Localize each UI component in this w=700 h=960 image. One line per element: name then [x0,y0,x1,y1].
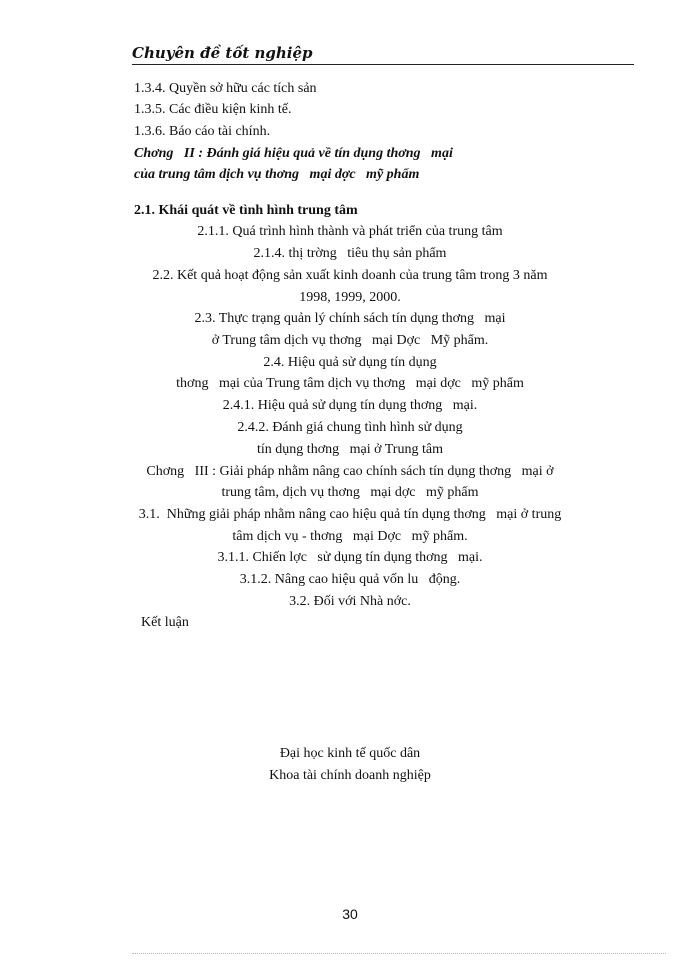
toc-line: 3.1.1. Chiến lợc sử dụng tín dụng thơng mại. [217,550,483,565]
toc-line: 2.2. Kết quả hoạt động sản xuất kinh doanh của trung tâm trong 3 năm [152,268,548,283]
chapter-heading: Chơng II : Đánh giá hiệu quả về tín dụng thơng mại [134,146,453,161]
conclusion-line: Kết luận [141,615,189,630]
toc-line: 1.3.4. Quyền sở hữu các tích sản [134,81,317,96]
toc-line: 2.4.1. Hiệu quả sử dụng tín dụng thơng mại. [222,398,478,413]
toc-line: 2.1.4. thị trờng tiêu thụ sản phẩm [253,246,447,261]
toc-line: 3.2. Đối với Nhà nớc. [289,594,411,609]
toc-line: 2.1.1. Quá trình hình thành và phát triển của trung tâm [197,224,503,239]
faculty-name: Khoa tài chính doanh nghiệp [269,768,431,783]
toc-line: 2.4.2. Đánh giá chung tình hình sử dụng [237,420,463,435]
toc-line: tâm dịch vụ - thơng mại Dợc mỹ phẩm. [232,529,468,544]
toc-line: 2.4. Hiệu quả sử dụng tín dụng [263,355,437,370]
toc-line: 1.3.5. Các điều kiện kinh tế. [134,102,292,117]
page-number: 30 [342,906,358,922]
toc-line: 1998, 1999, 2000. [299,290,401,305]
toc-line: trung tâm, dịch vụ thơng mại dợc mỹ phẩm [221,485,479,500]
toc-line: ở Trung tâm dịch vụ thơng mại Dợc Mỹ phẩm. [211,333,489,348]
toc-line: 3.1.2. Nâng cao hiệu quả vốn lu động. [239,572,461,587]
toc-line: 1.3.6. Báo cáo tài chính. [134,124,271,139]
toc-line: Chơng III : Giải pháp nhằm nâng cao chính sách tín dụng thơng mại ở [146,464,554,479]
chapter-heading: của trung tâm dịch vụ thơng mại dợc mỹ phẩm [134,167,420,182]
toc-line: 3.1. Những giải pháp nhằm nâng cao hiệu quả tín dụng thơng mại ở trung [138,507,562,522]
university-name: Đại học kinh tế quốc dân [279,746,421,761]
toc-line: 2.3. Thực trạng quản lý chính sách tín dụng thơng mại [194,311,506,326]
header-title: Chuyên đề tốt nghiệp [132,44,313,62]
toc-line: thơng mại của Trung tâm dịch vụ thơng mại dợc mỹ phẩm [176,376,524,391]
page-header [132,44,634,65]
footer-divider [132,953,666,954]
toc-line: tín dụng thơng mại ở Trung tâm [257,442,443,457]
section-heading: 2.1. Khái quát về tình hình trung tâm [134,203,358,218]
